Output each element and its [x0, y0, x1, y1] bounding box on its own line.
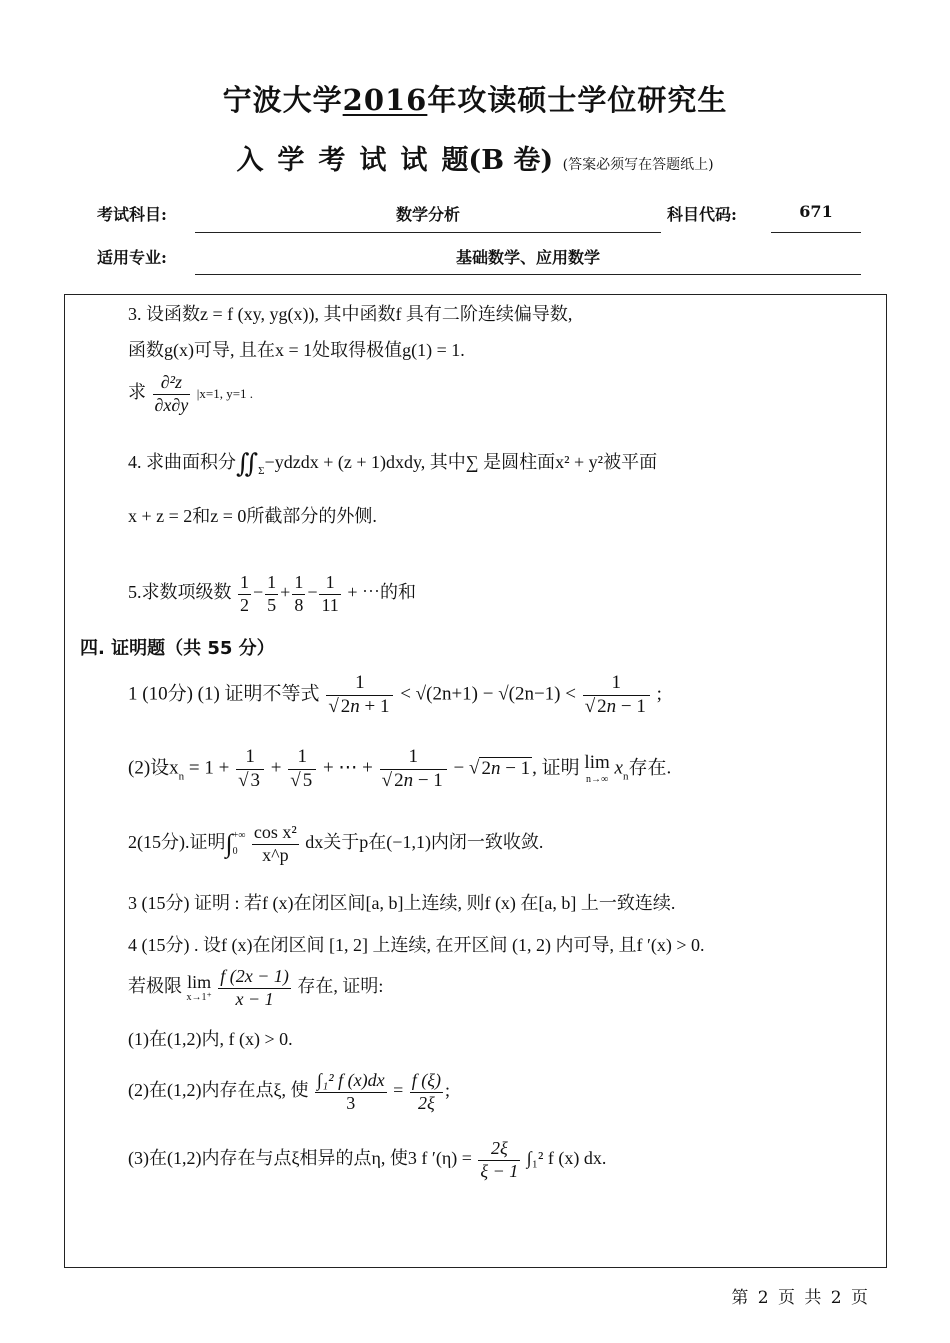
p4-line2 [128, 966, 383, 1010]
p2-line: 2(15分).证明∫ +∞ 0 $\frac{\text{cos x²}}{x\^{}p}$ dx关于p在(−1,1)内闭一致收敛. [128, 822, 544, 865]
q4-body: −ydzdx + (z + 1)dxdy, 其中∑ 是圆柱面x² + y²被平面 [264, 452, 658, 472]
subject-label: 考试科目: [97, 205, 167, 224]
exam-subtitle [0, 138, 950, 177]
q3-evaluation: |x=1, y=1 . [196, 386, 254, 402]
title-suffix: 年攻读硕士学位研究生 [427, 83, 728, 117]
q4-prefix: 4. 求曲面积分 [128, 452, 236, 472]
q4-line2: x + z = 2和z = 0所截部分的外侧. [128, 506, 377, 526]
p2-suffix: dx关于p在(−1,1)内闭一致收敛. [305, 832, 544, 853]
university-name: 宁波大学 [222, 83, 343, 117]
q3-fraction [153, 372, 191, 416]
p4-suffix: 存在, 证明: [297, 976, 384, 997]
p4-part3 [128, 1138, 606, 1182]
p1-prefix: 1 (10分) (1) 证明不等式 [128, 683, 320, 705]
p4-fraction: $\frac{f (2x - 1)}{x - 1}$ [220, 966, 289, 1009]
p4b-left-fraction: $\frac{\text{∫₁² f (x)dx}}{3}$ [317, 1070, 385, 1113]
exam-title [0, 78, 950, 119]
p4-part1: (1)在(1,2)内, f (x) > 0. [128, 1029, 293, 1049]
p1-middle: < √(2n+1) − √(2n−1) < [400, 683, 576, 705]
p2-fraction: $\frac{\text{cos x²}}{x\^{}p}$ [253, 822, 297, 865]
p4-line1: 4 (15分) . 设f (x)在闭区间 [1, 2] 上连续, 在开区间 (1, 2) 内可导, 且f ′(x) > 0. [128, 935, 705, 955]
p4-limit: lim x→1⁺ [186, 971, 212, 1004]
p1-end: ; [656, 683, 662, 705]
q3-line1: 3. 设函数z = f (xy, yg(x)), 其中函数f 具有二阶连续偏导数, [128, 304, 573, 324]
q5-term: $\frac{1}{5}$ [267, 572, 277, 615]
page-number: 第 2 页 共 2 页 [731, 1288, 870, 1308]
q3-line2: 函数g(x)可导, 且在x = 1处取得极值g(1) = 1. [128, 340, 465, 360]
p1b-subscript: n [178, 770, 185, 783]
sigma-subscript: Σ [258, 465, 265, 477]
q5-line: 5.求数项级数 $\frac{1}{2}$ − $\frac{1}{5}$ + $\frac{1}{8}$ − $\frac{1}{11}$ + ⋯的和 [128, 572, 416, 615]
code-value: 671 [799, 202, 833, 221]
q3-numerator: ∂²z [153, 372, 191, 395]
p1-left-fraction: $\frac{1}{√ 2n + 1}$ [326, 672, 393, 719]
q5-prefix: 5.求数项级数 [128, 582, 232, 603]
p1b-limit: lim n→∞ [584, 752, 610, 786]
p4-part2 [128, 1070, 450, 1114]
section-4-heading: 四. 证明题（共 55 分） [80, 638, 275, 659]
q3-denominator: ∂x∂y [154, 394, 189, 415]
answer-note: (答案必须写在答题纸上) [562, 157, 714, 173]
q5-term: $\frac{1}{2}$ [240, 572, 249, 615]
p4b-prefix: (2)在(1,2)内存在点ξ, 使 [128, 1080, 309, 1101]
p4b-equals: = [393, 1080, 404, 1101]
q3-line3 [128, 372, 253, 416]
p1-right-fraction: $\frac{1}{√ 2n - 1}$ [583, 672, 650, 719]
p1-line2: (2)设$x_n = 1$ + $\frac{1}{√ 3}$ + $\frac{1}{√ 5}$ + ⋯ + $\frac{1}{√ 2n - 1}$ − √ 2n − 1 , 证明 lim n→∞ $x_n$存在. [128, 746, 672, 791]
exam-year: 2016 [342, 83, 428, 117]
p4c-fraction: $\frac{2\xi}{\xi - 1}$ [480, 1138, 519, 1181]
p1b-term: $\frac{1}{√ 5}$ [288, 746, 316, 793]
subject-value: 数学分析 [395, 205, 460, 224]
p4b-end: ; [444, 1080, 450, 1101]
integral-symbol: ∫ [225, 829, 233, 859]
p4b-right-fraction: $\frac{f (\xi)}{2\xi}$ [411, 1070, 441, 1113]
p1-line1 [128, 672, 662, 719]
subtitle-paper: 题(B 卷) [441, 145, 554, 176]
subject-underline [195, 232, 661, 233]
code-label: 科目代码: [667, 205, 737, 224]
p1b-end: 存在. [628, 757, 672, 779]
code-underline [771, 232, 861, 233]
p1b-x: x [614, 757, 623, 779]
q5-suffix: + ⋯的和 [347, 582, 416, 603]
p1b-prefix: (2)设x [128, 757, 179, 779]
q5-term: $\frac{1}{11}$ [321, 572, 339, 615]
major-underline [195, 274, 861, 275]
subtitle-main: 入学考试试 [236, 145, 442, 176]
p1b-term: $\frac{1}{√ 2n - 1}$ [380, 746, 447, 793]
p3-line: 3 (15分) 证明 : 若f (x)在闭区间[a, b]上连续, 则f (x) 在[a, b] 上一致连续. [128, 893, 676, 913]
q4-line1 [128, 448, 657, 479]
major-label: 适用专业: [97, 248, 167, 267]
q5-term: $\frac{1}{8}$ [294, 572, 304, 615]
p4c-prefix: (3)在(1,2)内存在与点ξ相异的点η, 使3 f ′(η) = [128, 1148, 472, 1169]
p4-prefix: 若极限 [128, 976, 182, 997]
q3-prefix: 求 [128, 382, 146, 403]
major-value: 基础数学、应用数学 [455, 248, 600, 267]
double-integral-symbol: ∬ [236, 448, 259, 478]
p4c-suffix: ∫₁² f (x) dx. [526, 1148, 607, 1169]
p1b-term: $\frac{1}{√ 3}$ [236, 746, 264, 793]
p2-prefix: 2(15分).证明 [128, 832, 226, 853]
